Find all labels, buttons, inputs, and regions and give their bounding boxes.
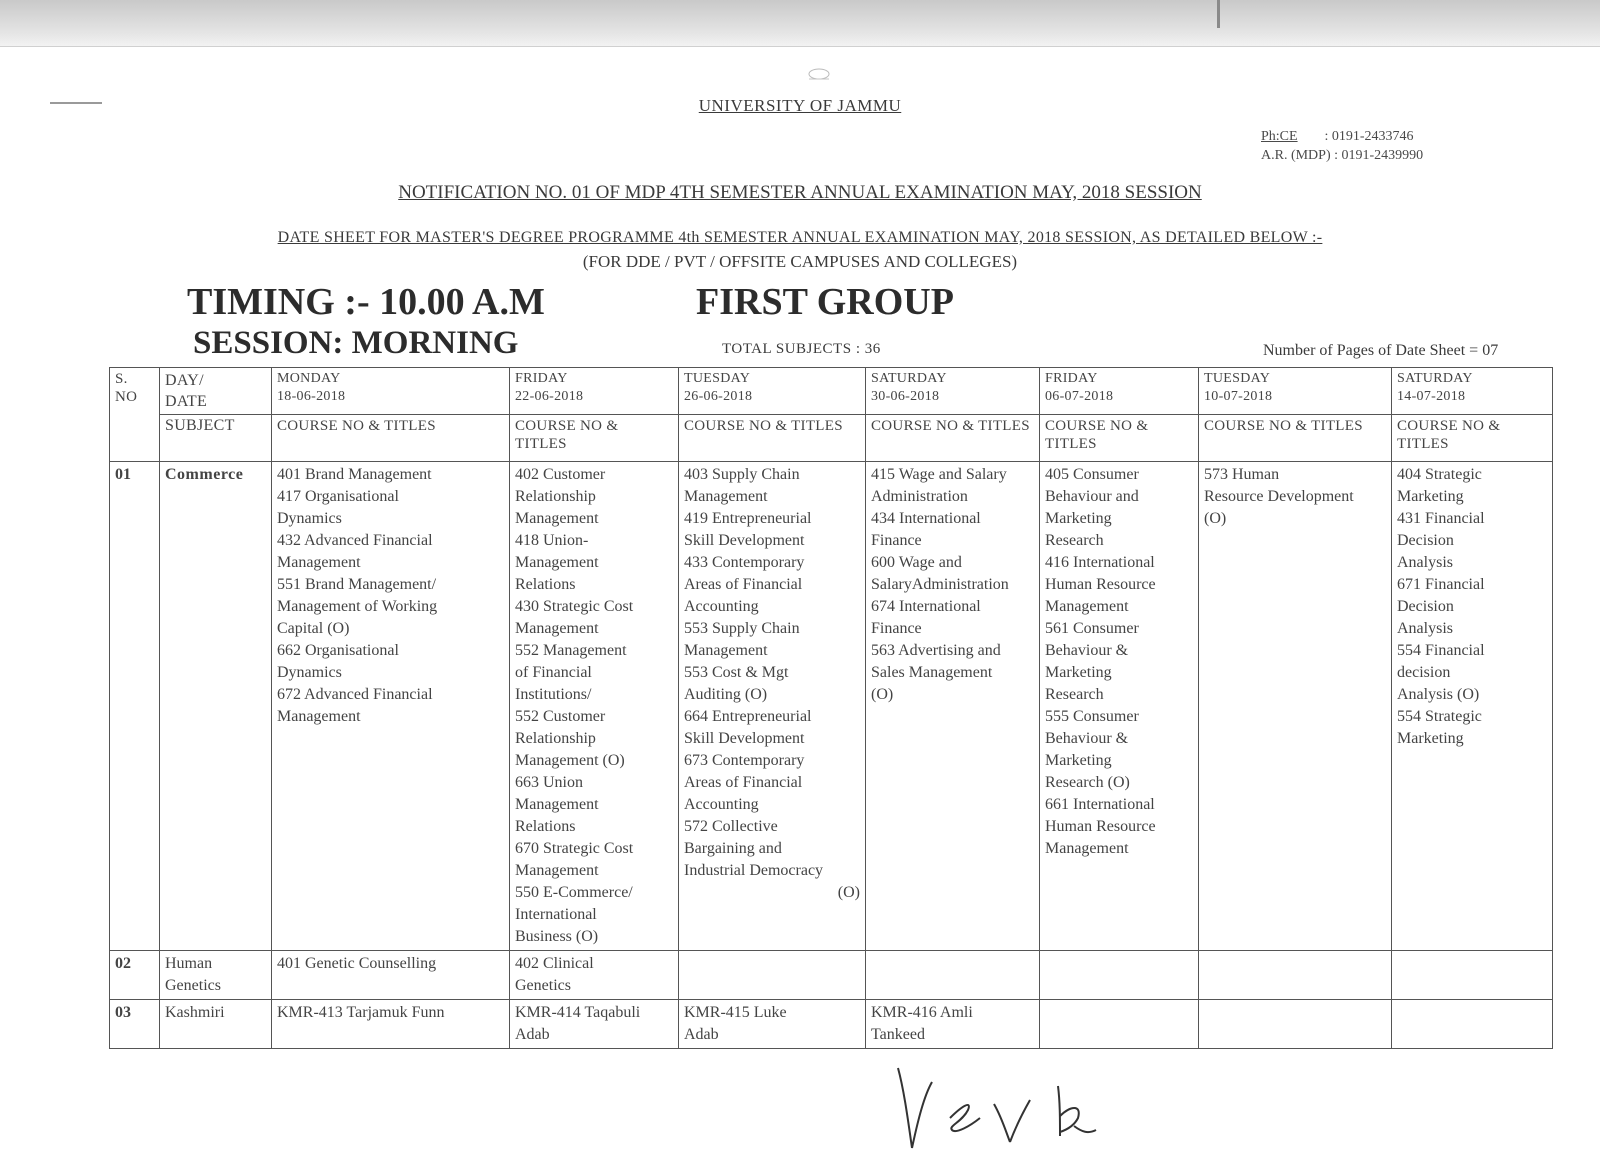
row-subject: Commerce (160, 462, 272, 951)
course-line: Behaviour and (1045, 488, 1139, 505)
row-serial-number: 02 (110, 951, 160, 1000)
university-crest-icon (793, 62, 845, 86)
day-date-header: DAY/ DATE (160, 368, 272, 415)
course-line: 553 Supply Chain (684, 620, 800, 637)
phone-line-ar: A.R. (MDP) : 0191-2439990 (1261, 148, 1424, 163)
course-line: 552 Management (515, 642, 627, 659)
course-cell (1040, 1000, 1199, 1049)
course-line: Marketing (1397, 730, 1464, 747)
course-cell (1040, 462, 1199, 951)
row-serial-number: 03 (110, 1000, 160, 1049)
phone-numbers (1261, 127, 1423, 165)
course-line: 430 Strategic Cost (515, 598, 634, 615)
course-line: Institutions/ (515, 686, 592, 703)
course-line: Relationship (515, 730, 596, 747)
course-cell (1199, 462, 1392, 951)
day-header-5: FRIDAY 06-07-2018 (1040, 368, 1199, 415)
course-line: Accounting (684, 796, 759, 813)
row-subject: Human Genetics (160, 951, 272, 1000)
table-row (110, 1000, 1553, 1049)
course-line: 663 Union (515, 774, 583, 791)
course-line: 418 Union- (515, 532, 589, 549)
day-header-7: SATURDAY 14-07-2018 (1392, 368, 1553, 415)
course-line: 555 Consumer (1045, 708, 1139, 725)
course-line: Analysis (1397, 554, 1453, 571)
day-header-1: MONDAY 18-06-2018 (272, 368, 510, 415)
course-line: Tankeed (871, 1026, 925, 1043)
sno-header: S. NO (110, 368, 160, 462)
course-line: Finance (871, 620, 922, 637)
course-line: 417 Organisational (277, 488, 399, 505)
course-line: Management (515, 620, 599, 637)
course-header-4: COURSE NO & TITLES (866, 415, 1040, 462)
course-line: 673 Contemporary (684, 752, 805, 769)
course-header-5: COURSE NO & TITLES (1040, 415, 1199, 462)
table-row (110, 462, 1553, 951)
course-line: Skill Development (684, 730, 805, 747)
course-line: Marketing (1397, 488, 1464, 505)
course-line: Human Resource (1045, 818, 1156, 835)
course-line: 551 Brand Management/ (277, 576, 437, 593)
course-line: Finance (871, 532, 922, 549)
scan-mark (1217, 0, 1220, 28)
course-line: 431 Financial (1397, 510, 1485, 527)
course-line: 402 Customer (515, 466, 606, 483)
phone-line-ce: Ph:CE : 0191-2433746 (1261, 129, 1414, 144)
course-line: Resource Development (1204, 488, 1354, 505)
course-line: Human Resource (1045, 576, 1156, 593)
course-line: Dynamics (277, 664, 342, 681)
course-line: Management (515, 510, 599, 527)
course-line: Bargaining and (684, 840, 782, 857)
course-line: 401 Genetic Counselling (277, 955, 437, 972)
course-line: Research (O) (1045, 774, 1130, 791)
row-serial-number: 01 (110, 462, 160, 951)
date-sheet-heading: DATE SHEET FOR MASTER'S DEGREE PROGRAMME 4th SEMESTER ANNUAL EXAMINATION MAY, 2018 SESSION, AS DETAILED BELOW :- (277, 229, 1323, 246)
course-line: 554 Financial (1397, 642, 1485, 659)
course-line: Analysis (1397, 620, 1453, 637)
course-cell (1199, 1000, 1392, 1049)
course-line: KMR-416 Amli (871, 1004, 973, 1021)
course-line: SalaryAdministration (871, 576, 1009, 593)
course-line: 600 Wage and (871, 554, 962, 571)
course-header-2: COURSE NO & TITLES (510, 415, 679, 462)
course-line: 661 International (1045, 796, 1155, 813)
course-line: Adab (515, 1026, 550, 1043)
course-line: 561 Consumer (1045, 620, 1139, 637)
course-cell (679, 1000, 866, 1049)
day-header-2: FRIDAY 22-06-2018 (510, 368, 679, 415)
notification-title: NOTIFICATION NO. 01 OF MDP 4TH SEMESTER ANNUAL EXAMINATION MAY, 2018 SESSION (398, 182, 1202, 203)
course-line: (O) (1204, 510, 1227, 527)
course-line: 402 Clinical (515, 955, 594, 972)
course-cell (1199, 951, 1392, 1000)
course-line: 674 International (871, 598, 981, 615)
course-line: 403 Supply Chain (684, 466, 800, 483)
course-line: Auditing (O) (684, 686, 768, 703)
header-row-days (110, 368, 1553, 415)
course-line: 434 International (871, 510, 981, 527)
course-line: Management of Working (277, 598, 438, 615)
course-line: Administration (871, 488, 968, 505)
course-header-3: COURSE NO & TITLES (679, 415, 866, 462)
course-line: 563 Advertising and (871, 642, 1001, 659)
course-line: 550 E-Commerce/ (515, 884, 633, 901)
course-line: 553 Cost & Mgt (684, 664, 789, 681)
course-line: Decision (1397, 532, 1454, 549)
course-line: Capital (O) (277, 620, 350, 637)
course-line: 671 Financial (1397, 576, 1485, 593)
course-line: Management (684, 642, 768, 659)
row-subject: Kashmiri (160, 1000, 272, 1049)
course-line: Management (O) (515, 752, 625, 769)
course-header-6: COURSE NO & TITLES (1199, 415, 1392, 462)
course-line: 662 Organisational (277, 642, 399, 659)
course-cell (866, 951, 1040, 1000)
course-line: Relations (515, 576, 576, 593)
course-line: Research (1045, 686, 1104, 703)
course-cell (510, 1000, 679, 1049)
course-line: Areas of Financial (684, 576, 803, 593)
course-line: Management (515, 554, 599, 571)
course-line: Areas of Financial (684, 774, 803, 791)
course-header-7: COURSE NO & TITLES (1392, 415, 1553, 462)
course-line: Sales Management (871, 664, 993, 681)
course-cell (510, 951, 679, 1000)
course-cell (510, 462, 679, 951)
exam-group: FIRST GROUP (696, 281, 954, 323)
course-cell (272, 462, 510, 951)
course-line: 664 Entrepreneurial (684, 708, 812, 725)
course-line: Management (515, 862, 599, 879)
course-line: Industrial Democracy (684, 862, 824, 879)
course-line: Dynamics (277, 510, 342, 527)
course-line: 404 Strategic (1397, 466, 1482, 483)
day-header-6: TUESDAY 10-07-2018 (1199, 368, 1392, 415)
scan-border (0, 0, 1600, 47)
course-line: 405 Consumer (1045, 466, 1139, 483)
course-line: 572 Collective (684, 818, 778, 835)
course-line: (O) (871, 686, 894, 703)
total-subjects: TOTAL SUBJECTS : 36 (722, 341, 881, 357)
course-cell (272, 1000, 510, 1049)
course-line: Analysis (O) (1397, 686, 1480, 703)
course-line: 416 International (1045, 554, 1155, 571)
course-line: 670 Strategic Cost (515, 840, 634, 857)
course-cell (272, 951, 510, 1000)
course-line: International (515, 906, 597, 923)
course-line: of Financial (515, 664, 592, 681)
course-line: 419 Entrepreneurial (684, 510, 812, 527)
course-line: Research (1045, 532, 1104, 549)
course-cell (1392, 462, 1553, 951)
applicability-line: (FOR DDE / PVT / OFFSITE CAMPUSES AND COLLEGES) (582, 252, 1018, 271)
course-cell (1392, 951, 1553, 1000)
course-line: Decision (1397, 598, 1454, 615)
course-cell (679, 951, 866, 1000)
course-line: Genetics (515, 977, 571, 994)
course-line: Skill Development (684, 532, 805, 549)
day-header-4: SATURDAY 30-06-2018 (866, 368, 1040, 415)
course-header-1: COURSE NO & TITLES (272, 415, 510, 462)
course-line: Relationship (515, 488, 596, 505)
course-cell (679, 462, 866, 951)
page-count: Number of Pages of Date Sheet = 07 (1263, 342, 1499, 359)
exam-timing: TIMING :- 10.00 A.M (187, 281, 545, 323)
course-line: Behaviour & (1045, 730, 1129, 747)
course-line: Accounting (684, 598, 759, 615)
course-line: Business (O) (515, 928, 599, 945)
course-line: Marketing (1045, 510, 1112, 527)
course-cell (1392, 1000, 1553, 1049)
course-line: Management (277, 708, 361, 725)
university-name: UNIVERSITY OF JAMMU (698, 96, 902, 115)
course-cell (1040, 951, 1199, 1000)
course-line: Behaviour & (1045, 642, 1129, 659)
course-line: Marketing (1045, 752, 1112, 769)
day-header-3: TUESDAY 26-06-2018 (679, 368, 866, 415)
course-cell (866, 462, 1040, 951)
course-line: 401 Brand Management (277, 466, 432, 483)
course-line: 672 Advanced Financial (277, 686, 433, 703)
course-line: Management (1045, 840, 1129, 857)
date-sheet-table (109, 367, 1553, 1049)
course-line: Management (1045, 598, 1129, 615)
subject-header: SUBJECT (160, 415, 272, 462)
table-row (110, 951, 1553, 1000)
course-line: 415 Wage and Salary (871, 466, 1007, 483)
course-line: KMR-413 Tarjamuk Funn (277, 1004, 445, 1021)
handwritten-signature (890, 1060, 1190, 1155)
exam-session: SESSION: MORNING (193, 325, 519, 361)
course-line: 432 Advanced Financial (277, 532, 433, 549)
course-line: 433 Contemporary (684, 554, 805, 571)
course-line: decision (1397, 664, 1451, 681)
course-line: KMR-415 Luke (684, 1004, 787, 1021)
course-line: 573 Human (1204, 466, 1280, 483)
course-line: Management (277, 554, 361, 571)
course-line: Relations (515, 818, 576, 835)
course-line: (O) (837, 884, 860, 901)
header-row-courses (110, 415, 1553, 462)
course-line: 554 Strategic (1397, 708, 1482, 725)
course-line: KMR-414 Taqabuli (515, 1004, 641, 1021)
course-line: Management (515, 796, 599, 813)
course-line: Marketing (1045, 664, 1112, 681)
course-line: 552 Customer (515, 708, 606, 725)
course-cell (866, 1000, 1040, 1049)
course-line: Management (684, 488, 768, 505)
course-line: Adab (684, 1026, 719, 1043)
